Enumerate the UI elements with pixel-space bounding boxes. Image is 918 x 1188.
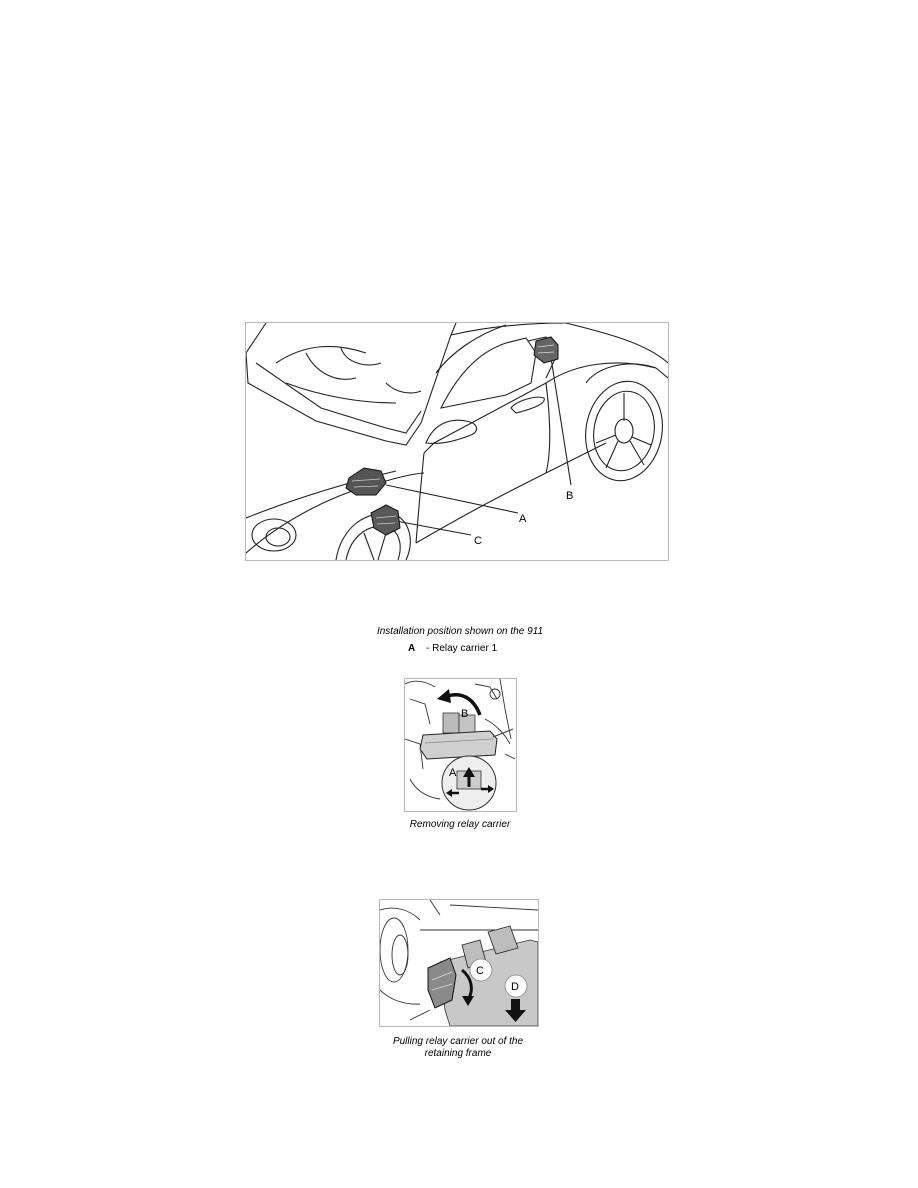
callout-c: C	[474, 535, 482, 547]
callout-a: A	[519, 513, 527, 525]
figure1-caption: Installation position shown on the 911	[376, 626, 544, 637]
pulling-relay-carrier-drawing	[380, 900, 538, 1026]
legend-key: A	[408, 643, 416, 654]
fig2-callout-b: B	[461, 708, 469, 720]
legend-row	[408, 643, 497, 654]
callout-b: B	[566, 490, 574, 502]
fig3-callout-c: C	[476, 965, 484, 977]
relay-carrier-a-component	[346, 468, 386, 495]
removing-relay-carrier-figure	[404, 678, 517, 812]
legend-text: - Relay carrier 1	[426, 643, 498, 654]
car-line-drawing	[246, 323, 668, 560]
figure3-caption-line1: Pulling relay carrier out of the	[392, 1036, 524, 1047]
removing-relay-carrier-drawing	[405, 679, 516, 811]
fig3-callout-d: D	[511, 981, 519, 993]
fig2-callout-a: A	[449, 767, 457, 779]
relay-carrier-b-component	[534, 337, 558, 363]
pulling-relay-carrier-figure	[379, 899, 539, 1027]
figure3-caption	[370, 1036, 546, 1060]
relay-carrier-c-component	[371, 505, 400, 535]
figure2-caption: Removing relay carrier	[409, 819, 511, 830]
installation-position-figure	[245, 322, 669, 561]
figure3-caption-line2: retaining frame	[424, 1048, 492, 1059]
